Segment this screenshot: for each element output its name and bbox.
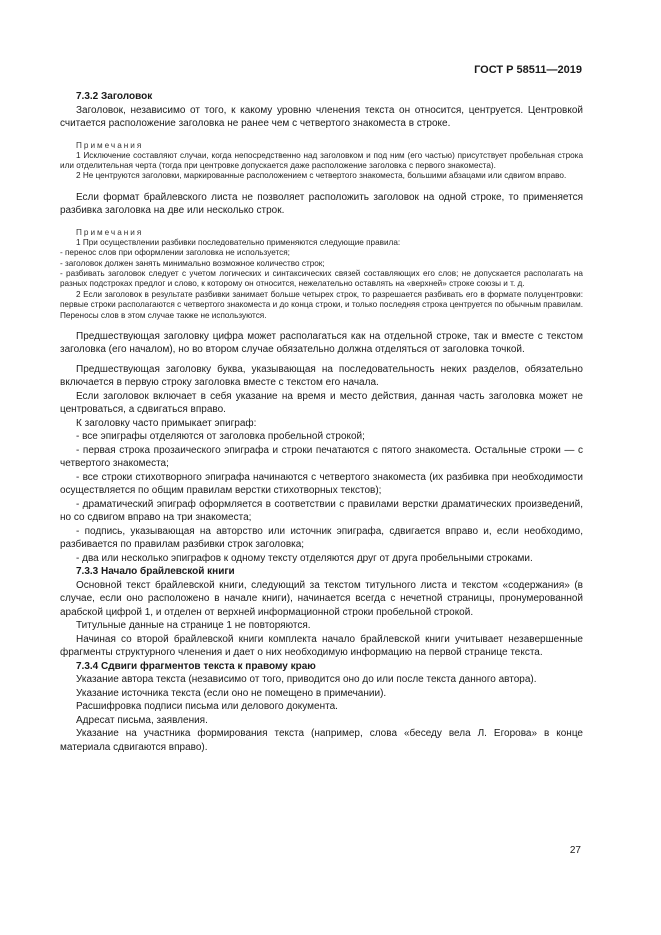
page-content [60, 90, 583, 754]
note: 2 Если заголовок в результате разбивки занимает больше четырех строк, то разрешается разбивать его в формате полуцентровки: первые строки располагаются с четвертого знакоместа и до конца строки, и только последняя строка центруется по обычным правилам. Переносы слов в этом случае также не используются. [60, 289, 583, 320]
paragraph: Расшифровка подписи письма или делового документа. [76, 701, 338, 713]
notes-label: Примечания [76, 227, 144, 237]
list-item: - все эпиграфы отделяются от заголовка пробельной строкой; [76, 431, 365, 443]
paragraph: Предшествующая заголовку цифра может располагаться как на отдельной строке, так и вместе с текстом заголовка (его началом), но во втором случае обязательно должна отделяться от заголовка точкой. [60, 330, 583, 356]
note: 2 Не центруются заголовки, маркированные расположением с четвертого знакоместа, большими абзацами или сдвигом вправо. [76, 171, 567, 181]
paragraph: К заголовку часто примыкает эпиграф: [76, 417, 257, 429]
section-heading-7-3-4: 7.3.4 Сдвиги фрагментов текста к правому краю [76, 660, 316, 672]
note-list-item: - разбивать заголовок следует с учетом логических и синтаксических связей составляющих его слов; не допускается располагать на разных подстроках предлог и слово, к которому он относится, нежелательно оставлять на «верхней» строке союзы и т. д. [60, 268, 583, 289]
list-item: - драматический эпиграф оформляется в соответствии с правилами верстки драматических произведений, но со сдвигом вправо на три знакоместа; [60, 498, 583, 524]
list-item: - подпись, указывающая на авторство или источник эпиграфа, сдвигается вправо и, если необходимо, разбивается по правилам разбивки строк заголовка; [60, 525, 583, 551]
paragraph: Основной текст брайлевской книги, следующий за текстом титульного листа и текстом «содержания» (в случае, если оно расположено в начале книги), начинается всегда с нечетной страницы, пронумерованной арабской цифрой 1, и отделен от верхней информационной строки пробельной строкой. [60, 579, 583, 618]
paragraph: Титульные данные на странице 1 не повторяются. [76, 620, 311, 632]
notes-label: Примечания [76, 140, 144, 150]
list-item: - все строки стихотворного эпиграфа начинаются с четвертого знакоместа (их разбивка при необходимости осуществляется по общим правилам верстки стихотворных текстов); [60, 471, 583, 497]
paragraph: Если формат брайлевского листа не позволяет расположить заголовок на одной строке, то применяется разбивка заголовка на две или несколько строк. [60, 191, 583, 217]
note-list-item: - заголовок должен занять минимально возможное количество строк; [60, 258, 325, 268]
paragraph: Указание автора текста (независимо от того, приводится оно до или после текста данного автора). [76, 674, 537, 686]
list-item: - два или несколько эпиграфов к одному тексту отделяются друг от друга пробельными строками. [76, 552, 533, 564]
paragraph: Указание на участника формирования текста (например, слова «беседу вела Л. Егорова» в конце материала сдвигаются вправо). [60, 728, 583, 753]
paragraph: Предшествующая заголовку буква, указывающая на последовательность неких разделов, обязательно включается в первую строку заголовка вместе с текстом его начала. [60, 363, 583, 389]
paragraph: Указание источника текста (если оно не помещено в примечании). [76, 687, 387, 699]
page-number: 27 [569, 845, 581, 856]
paragraph: Заголовок, независимо от того, к какому уровню членения текста он относится, центруется. Центровкой считается расположение заголовка не ранее чем с четвертого знакоместа в строке. [60, 104, 583, 129]
paragraph: Адресат письма, заявления. [76, 714, 208, 726]
section-heading-7-3-3: 7.3.3 Начало брайлевской книги [76, 566, 235, 578]
section-heading-7-3-2: 7.3.2 Заголовок [76, 91, 153, 102]
list-item: - первая строка прозаического эпиграфа и строки печатаются с пятого знакоместа. Остальные строки — с четвертого знакоместа; [60, 444, 583, 470]
note: 1 Исключение составляют случаи, когда непосредственно над заголовком и под ним (его частью) присутствует пробельная строка или отделительная черта (тогда при центровке допускается даже расположение заголовка с первого знакоместа). [60, 150, 583, 170]
note-list-item: - перенос слов при оформлении заголовка не используется; [60, 248, 290, 258]
note: 1 При осуществлении разбивки последовательно применяются следующие правила: [76, 237, 401, 247]
document-code: ГОСТ Р 58511—2019 [474, 64, 582, 76]
paragraph: Начиная со второй брайлевской книги комплекта начало брайлевской книги учитывает незавершенные фрагменты структурного членения и дает о них необходимую информацию на первой странице текста. [60, 633, 583, 659]
paragraph: Если заголовок включает в себя указание на время и место действия, данная часть заголовка может не центроваться, а сдвигаться вправо. [60, 390, 583, 416]
